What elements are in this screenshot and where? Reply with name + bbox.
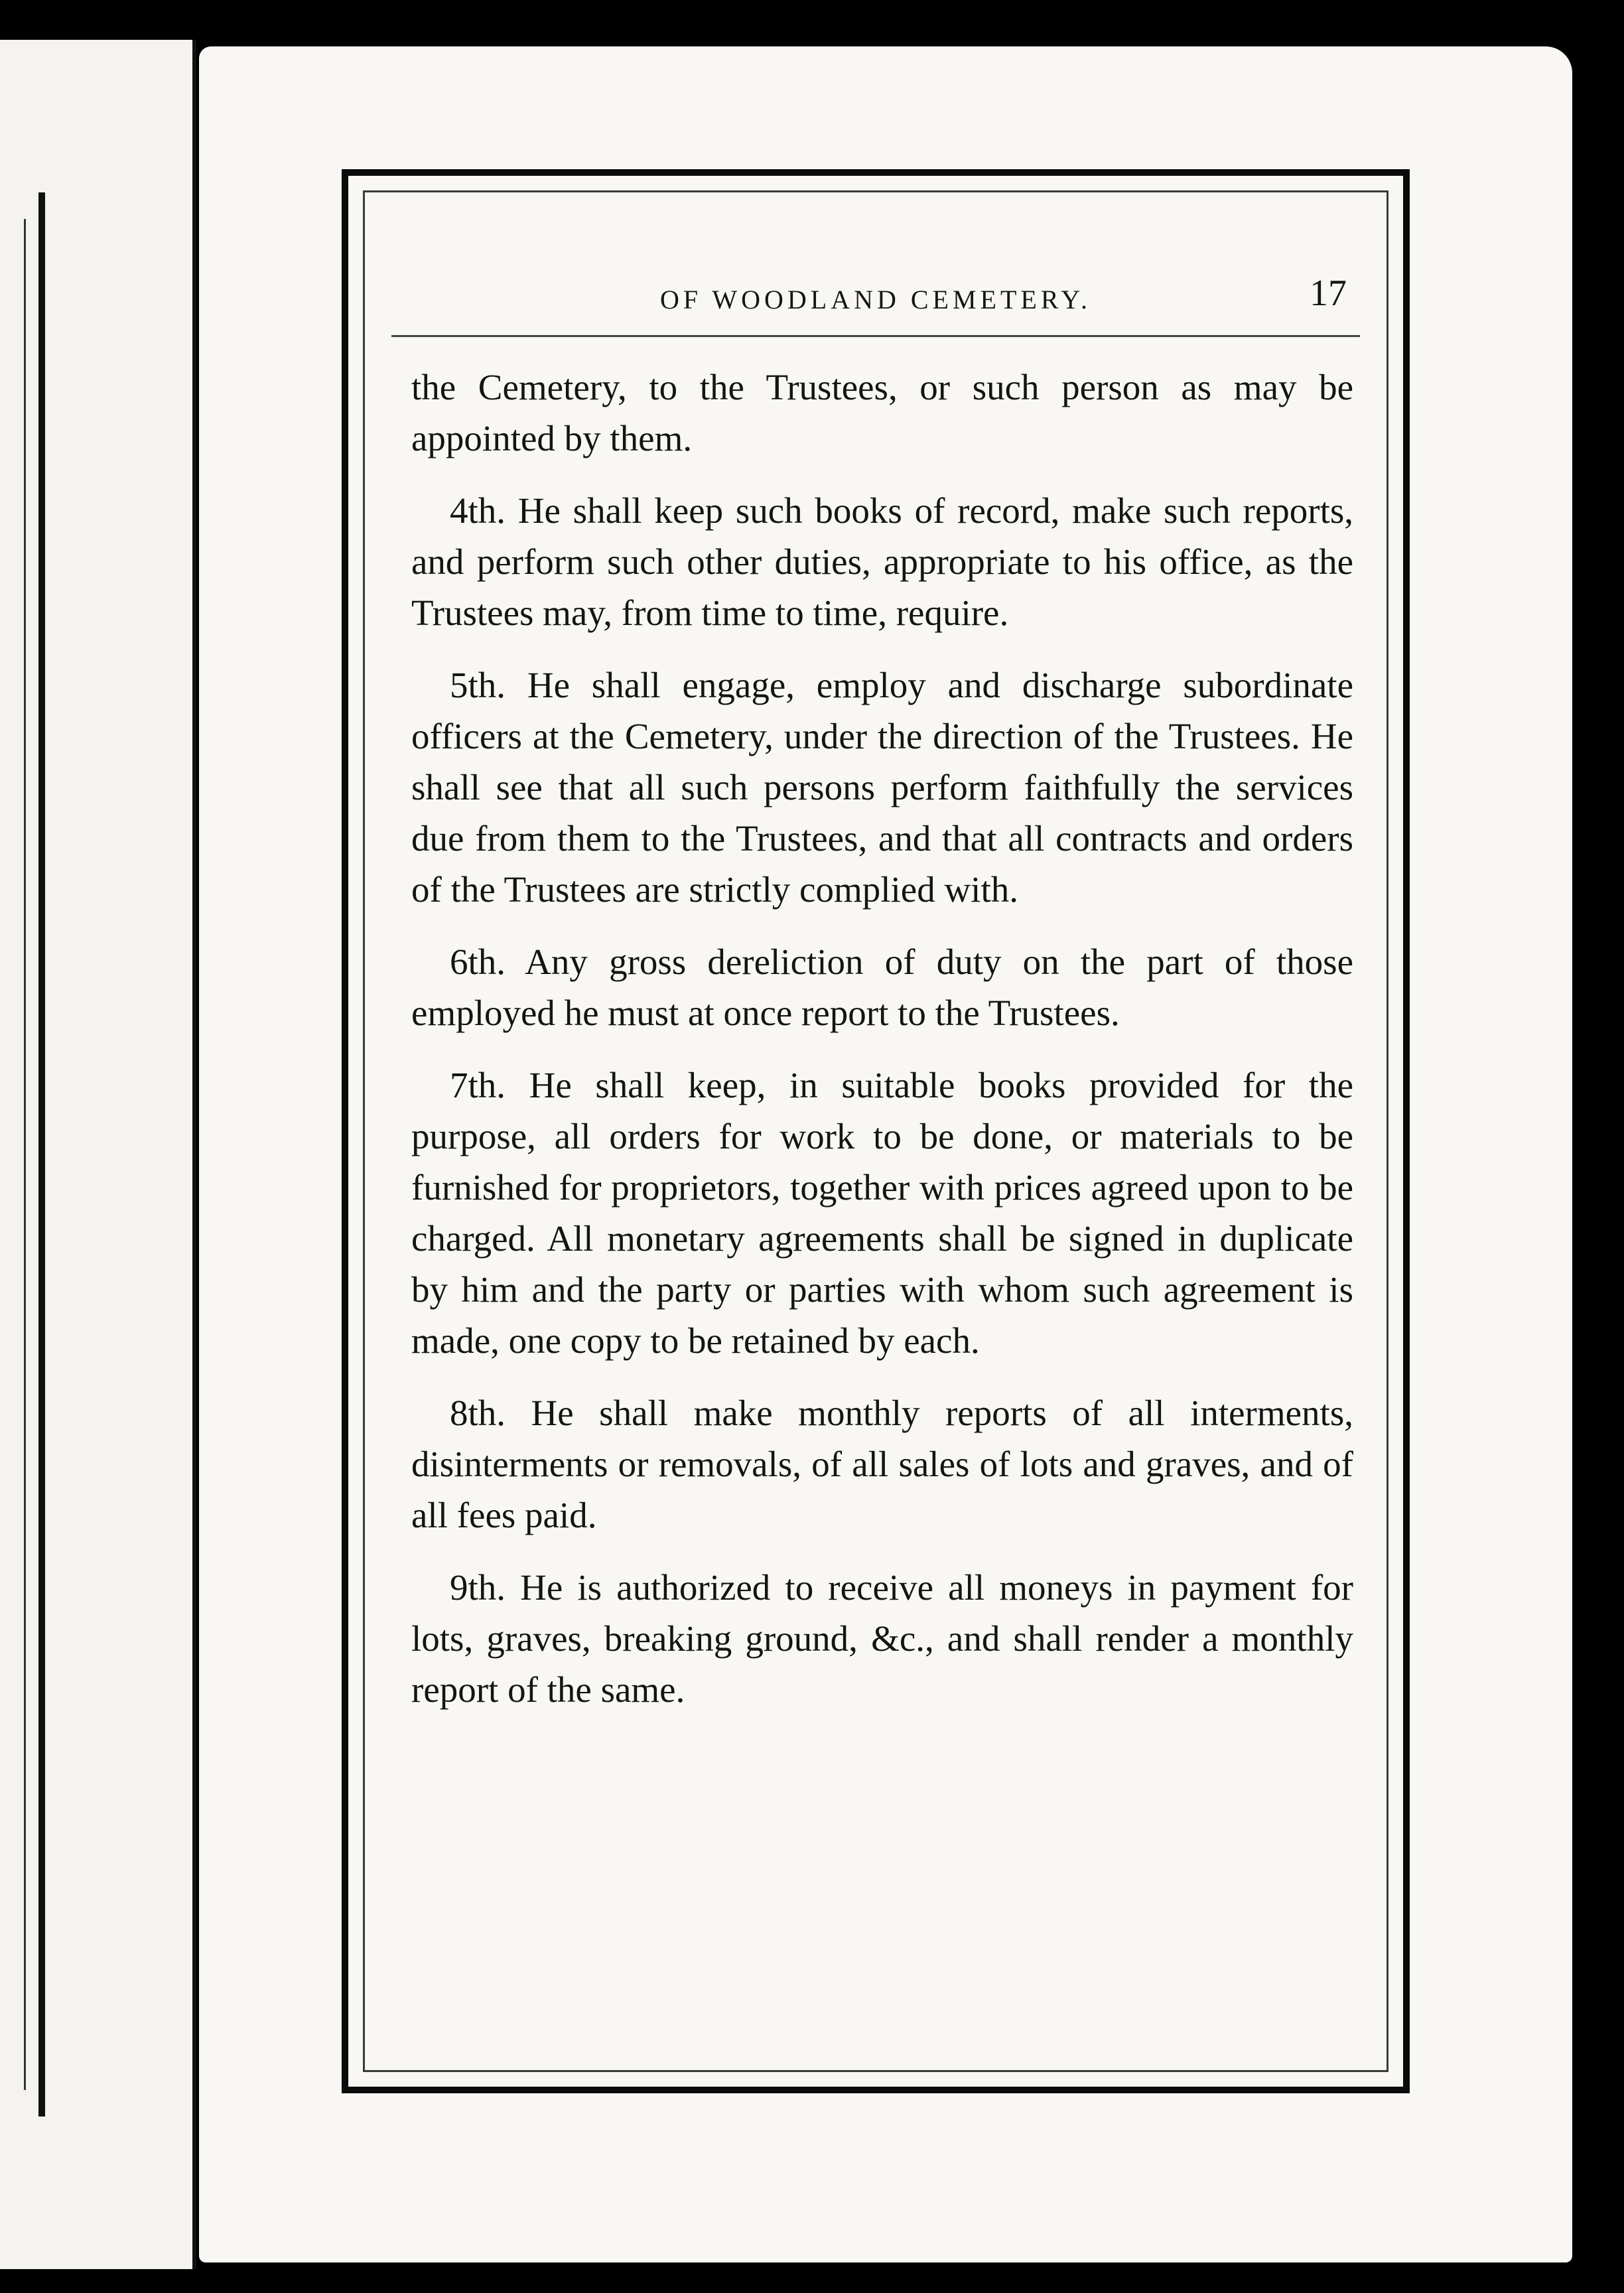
- book-page: [199, 46, 1572, 2262]
- running-title: OF WOODLAND CEMETERY.: [659, 285, 1092, 314]
- running-head: [365, 272, 1387, 332]
- previous-page-border-inner: [0, 219, 26, 2090]
- paragraph-continued: the Cemetery, to the Trustees, or such person as may be appointed by them.: [411, 367, 1353, 458]
- page-border-outer: [342, 169, 1410, 2093]
- paragraph-9th: 9th. He is authorized to receive all moneys in payment for lots, graves, breaking ground, &c., and shall render a monthly report of the same.: [411, 1567, 1353, 1710]
- page-number: 17: [1310, 273, 1347, 314]
- previous-page-edge: [0, 40, 196, 2269]
- paragraph-8th: 8th. He shall make monthly reports of all interments, disinterments or removals, of all sales of lots and graves, and of all fees paid.: [411, 1393, 1353, 1535]
- paragraph-5th: 5th. He shall engage, employ and discharge subordinate officers at the Cemetery, under the direction of the Trustees. He shall see that all such persons perform faithfully the services due from them to the Trustees, and that all contracts and orders of the Trustees are strictly complied with.: [411, 665, 1353, 910]
- header-rule: [391, 335, 1360, 337]
- page-border-inner: [363, 190, 1388, 2072]
- paragraph-7th: 7th. He shall keep, in suitable books provided for the purpose, all orders for work to be done, or materials to be furnished for proprietors, together with prices agreed upon to be charged. All monetary agreements shall be signed in duplicate by him and the party or parties with whom such agreement is made, one copy to be retained by each.: [411, 1065, 1353, 1361]
- paragraph-4th: 4th. He shall keep such books of record, make such reports, and perform such other duties, appropriate to his office, as the Trustees may, from time to time, require.: [411, 490, 1353, 633]
- paragraph-6th: 6th. Any gross dereliction of duty on the part of those employed he must at once report to the Trustees.: [411, 941, 1353, 1033]
- body-text: [411, 362, 1353, 1736]
